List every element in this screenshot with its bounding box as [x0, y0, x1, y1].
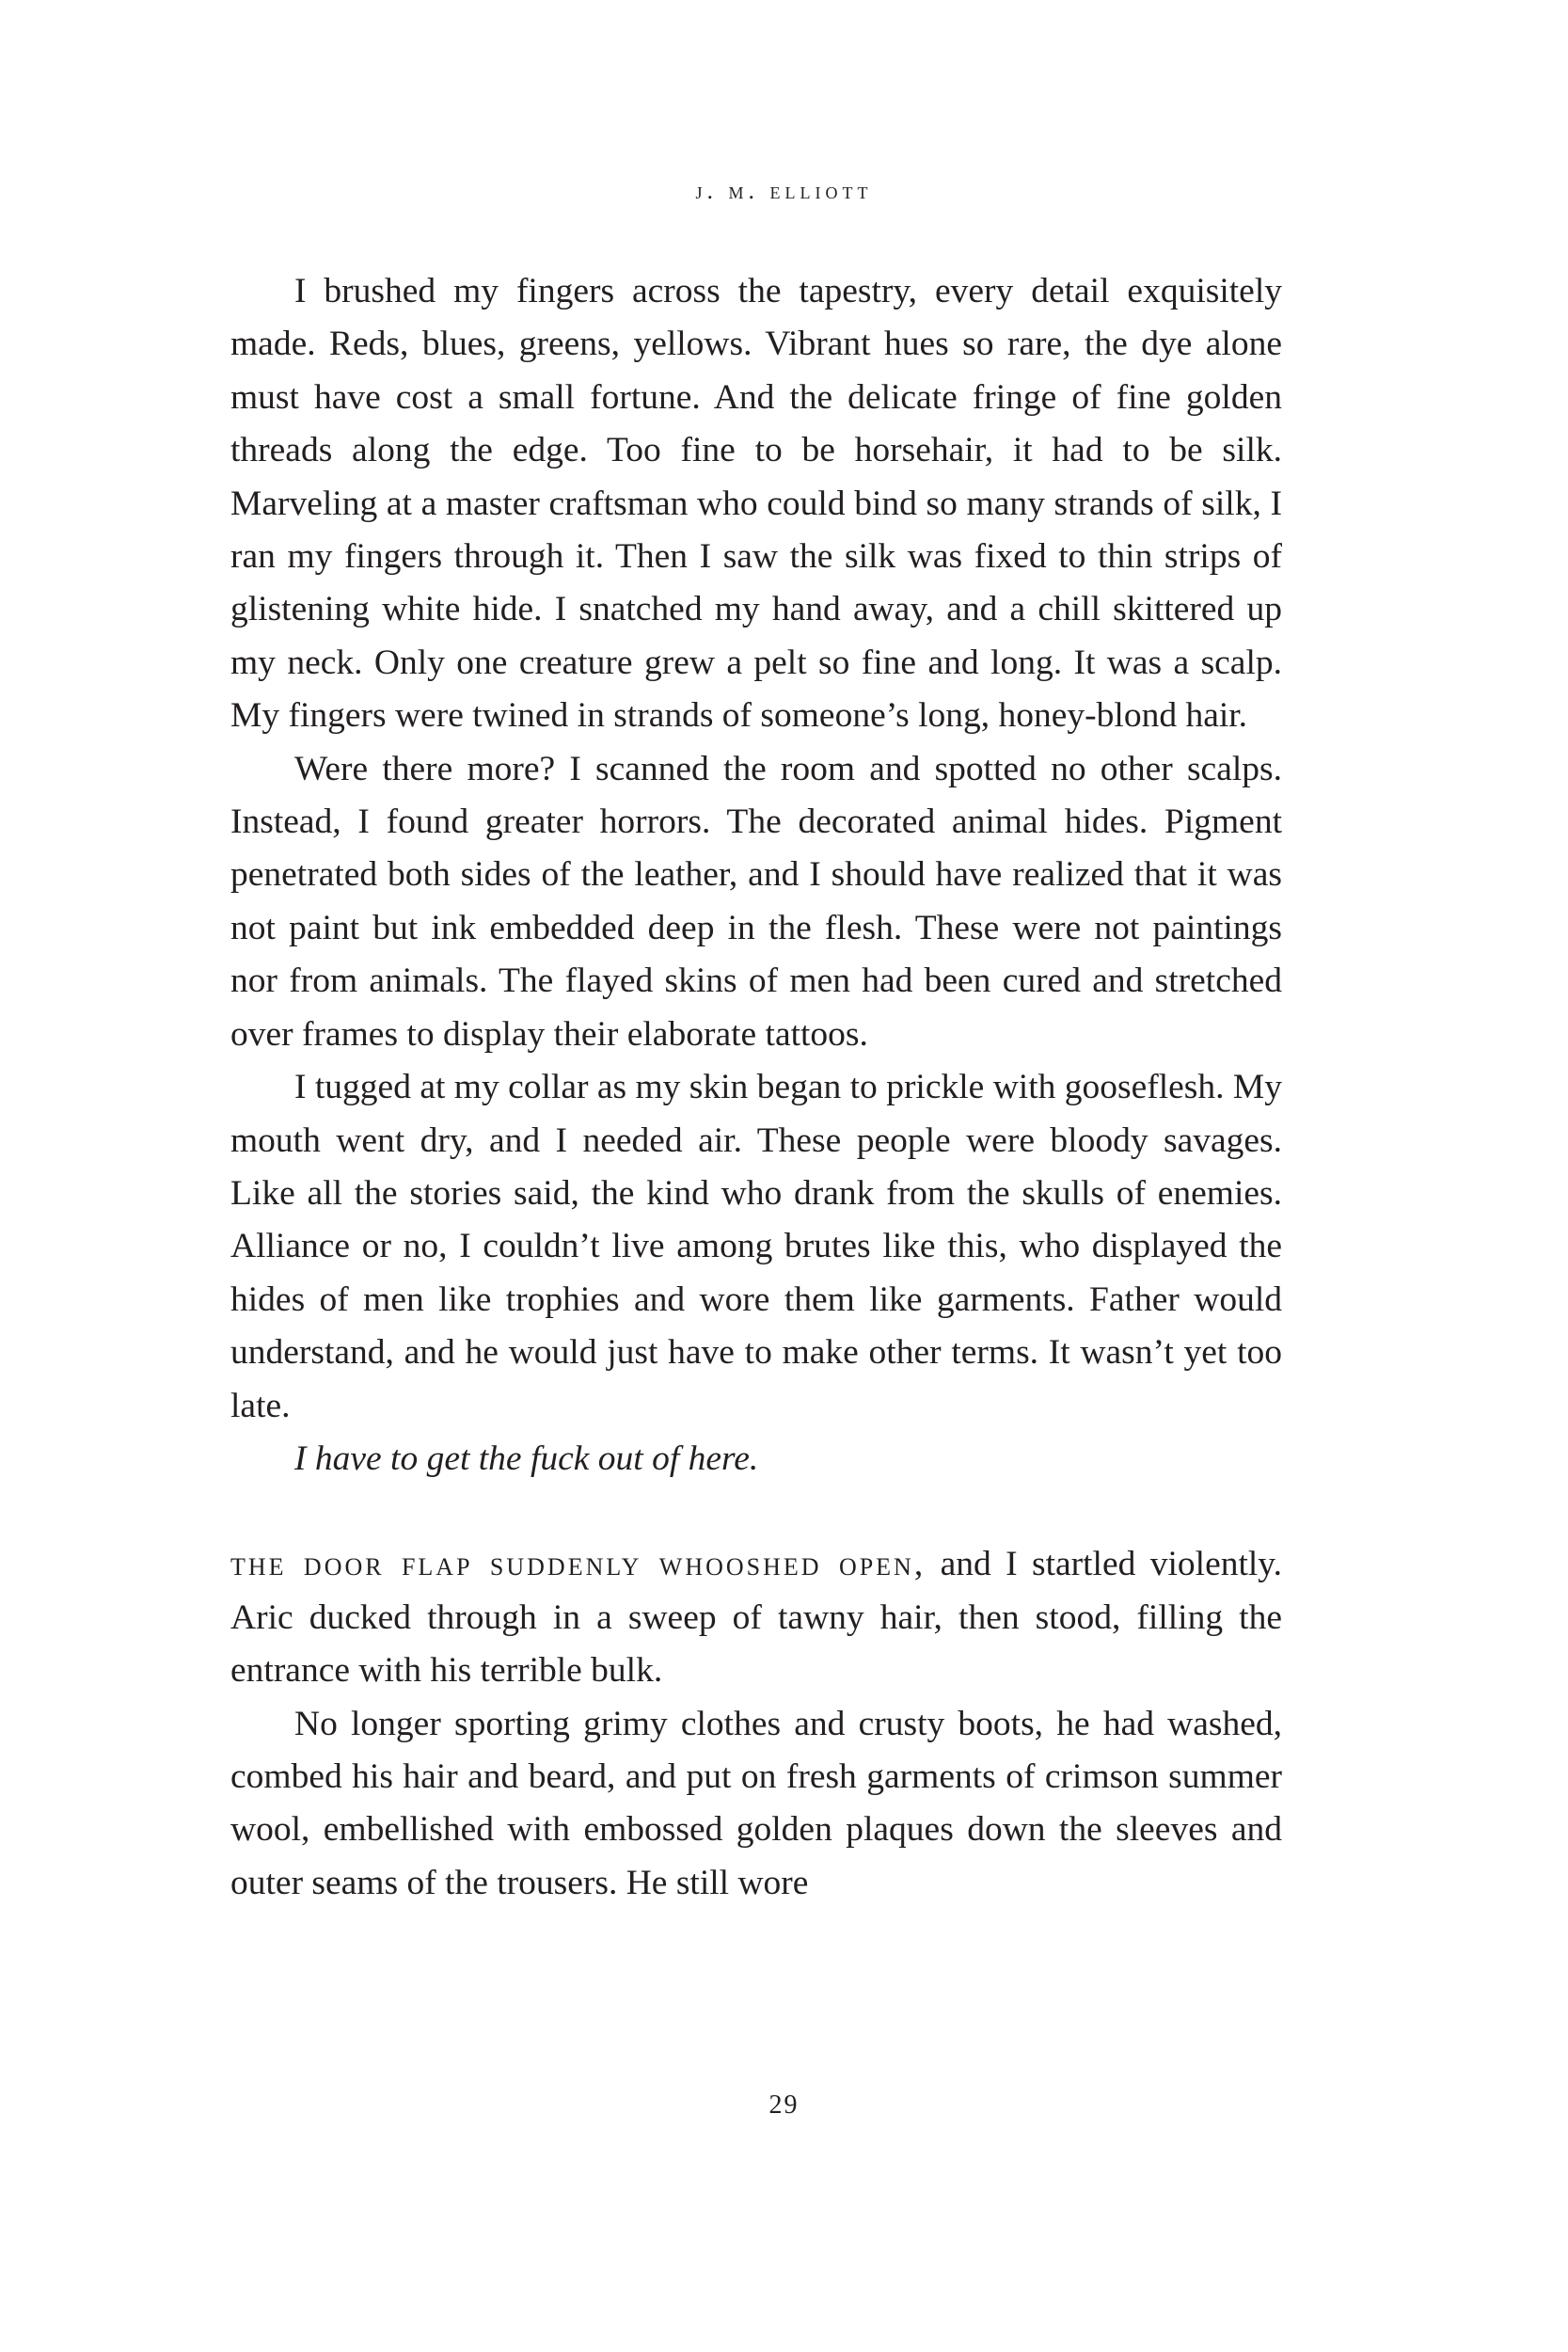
paragraph-door-flap	[230, 1538, 1282, 1697]
scene-lead-in: the door flap suddenly whooshed open,	[230, 1545, 927, 1584]
paragraph-hides: Were there more? I scanned the room and spotted no other scalps. Instead, I found greater horrors. The decorated animal hides. Pigment penetrated both sides of the leather, and I should have realized that it was not paint but ink embedded deep in the flesh. These were not paintings nor from animals. The flayed skins of men had been cured and stretched over frames to display their elaborate tattoos.	[230, 749, 1282, 1054]
italic-thought: I have to get the fuck out of here.	[294, 1438, 759, 1478]
page-number: 29	[768, 2090, 800, 2120]
paragraph-collar: I tugged at my collar as my skin began to prickle with gooseflesh. My mouth went dry, and I needed air. These people were bloody savages. Like all the stories said, the kind who drank from the skulls of enemies. Alliance or no, I couldn’t live among brutes like this, who displayed the hides of men like trophies and wore them like garments. Father would understand, and he would just have to make other terms. It wasn’t yet too late.	[230, 1068, 1282, 1425]
paragraph-garments: No longer sporting grimy clothes and crusty boots, he had washed, combed his hair and beard, and put on fresh garments of crimson summer wool, embellished with embossed golden plaques down the sleeves and outer seams of the trousers. He still wore	[230, 1704, 1282, 1902]
scene-break	[230, 1486, 1282, 1538]
paragraph-tapestry: I brushed my fingers across the tapestry, every detail exquisitely made. Reds, blues, greens, yellows. Vibrant hues so rare, the dye alone must have cost a small fortune. And the delicate fringe of fine golden threads along the edge. Too fine to be horsehair, it had to be silk. Marveling at a master craftsman who could bind so many strands of silk, I ran my fingers through it. Then I saw the silk was fixed to thin strips of glistening white hide. I snatched my hand away, and a chill skittered up my neck. Only one creature grew a pelt so fine and long. It was a scalp. My fingers were twined in strands of someone’s long, honey-blond hair.	[230, 272, 1282, 736]
body-text	[230, 265, 1282, 1910]
scene-paragraph-rest: and I startled violently. Aric ducked through in a sweep of tawny hair, then stood, filling the entrance with his terrible bulk.	[230, 1545, 1282, 1691]
running-head: j. m. elliott	[695, 177, 873, 204]
